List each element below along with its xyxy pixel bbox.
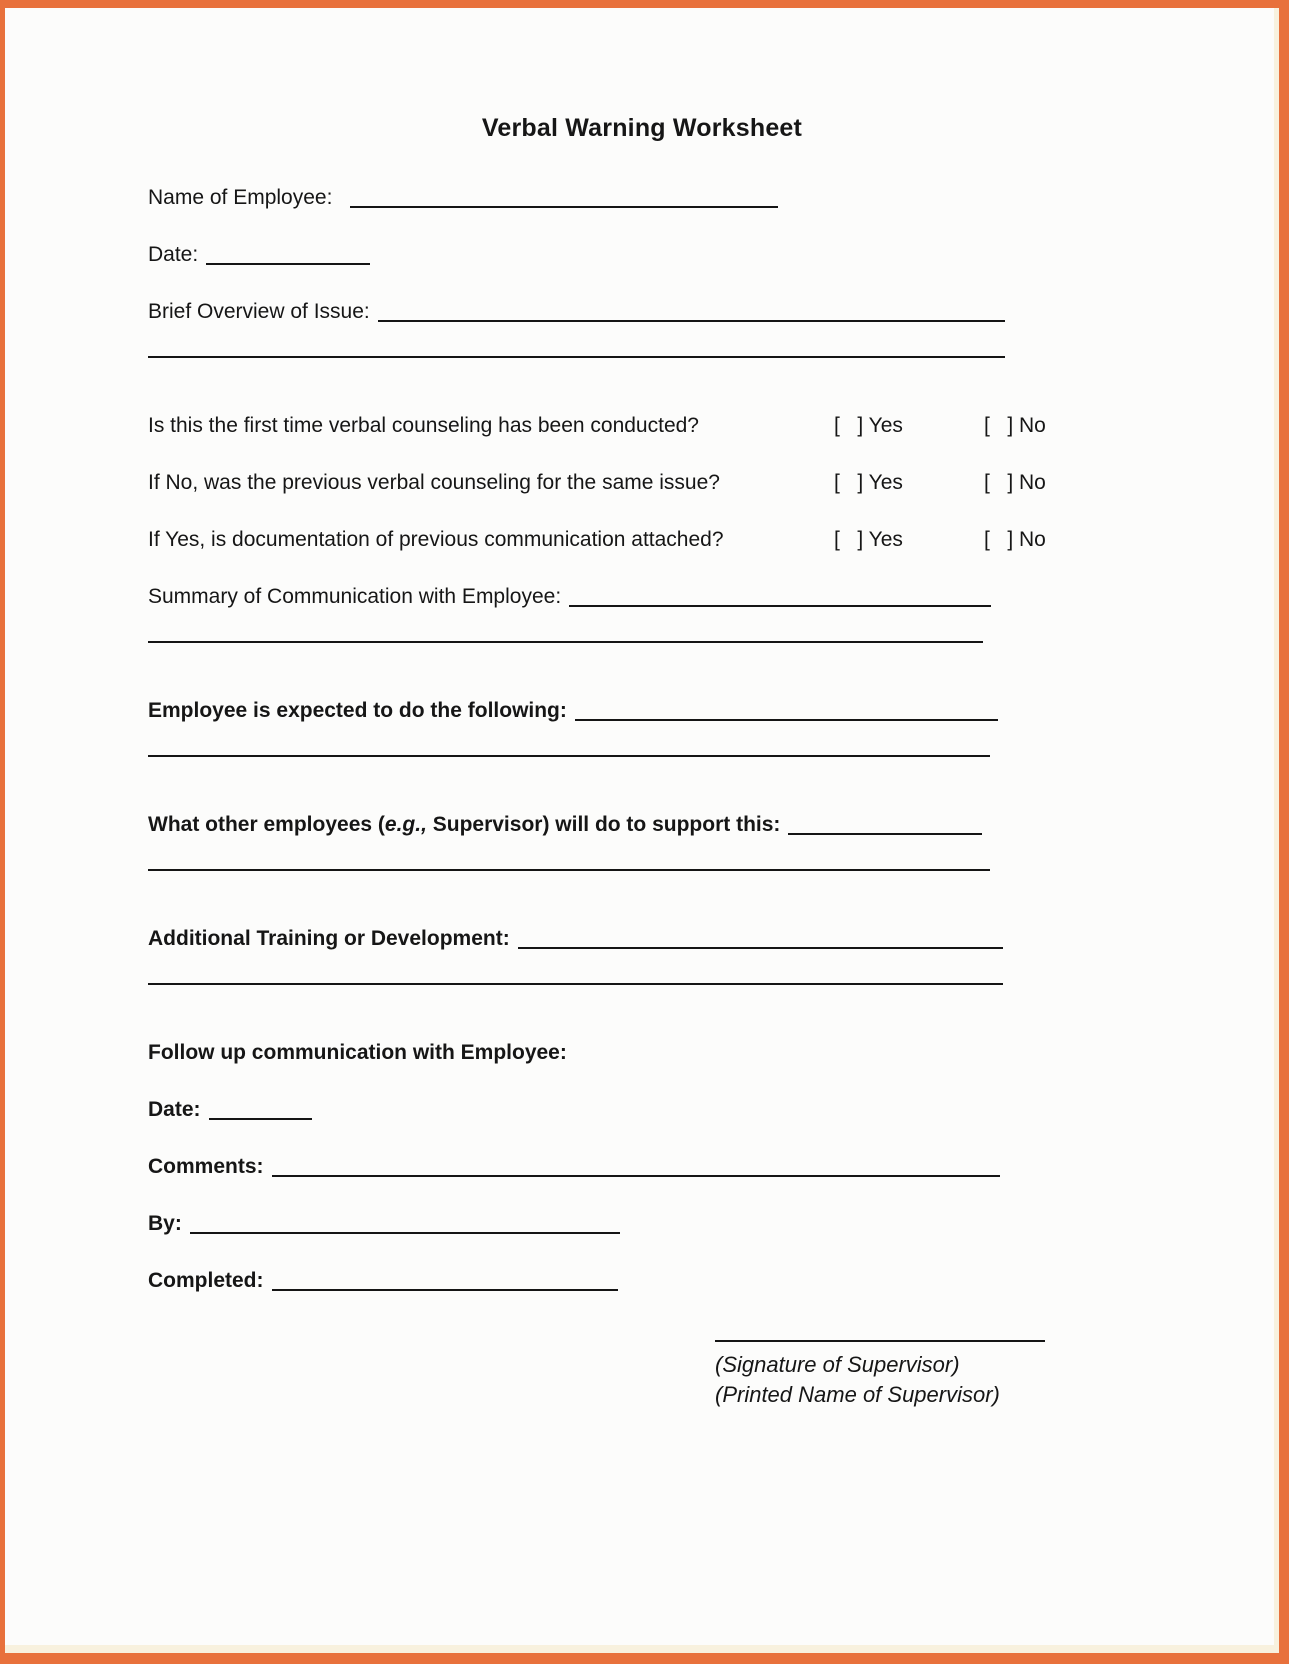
form-title: Verbal Warning Worksheet <box>481 114 803 142</box>
followup-heading-label: Follow up communication with Employee: <box>148 1041 567 1064</box>
training-continuation-line <box>148 983 1003 985</box>
brief-overview-field <box>148 299 1005 325</box>
signature-block <box>715 1340 1045 1410</box>
signature-line <box>715 1340 1045 1342</box>
question-text: Is this the first time verbal counseling has been conducted? <box>148 414 699 437</box>
form-body <box>148 185 1046 1410</box>
support-label-suffix: Supervisor) will do to support this: <box>426 813 781 836</box>
yes-checkbox: [ ] Yes <box>834 414 903 437</box>
support-label <box>148 812 780 838</box>
training-label: Additional Training or Development: <box>148 927 510 950</box>
name-of-employee-line <box>350 206 778 208</box>
support-line <box>788 833 982 835</box>
question-row <box>148 470 1046 496</box>
no-checkbox: [ ] No <box>984 414 1046 437</box>
by-line <box>190 1232 620 1234</box>
date-label: Date: <box>148 243 199 266</box>
support-field <box>148 812 982 838</box>
no-checkbox: [ ] No <box>984 528 1046 551</box>
comments-field <box>148 1154 1000 1180</box>
completed-line <box>272 1289 619 1291</box>
overview-continuation-line <box>148 356 1005 358</box>
expectations-line <box>575 719 998 721</box>
question-text: If No, was the previous verbal counseling for the same issue? <box>148 471 720 494</box>
summary-field <box>148 584 991 610</box>
yes-checkbox: [ ] Yes <box>834 528 903 551</box>
support-label-prefix: What other employees ( <box>148 813 385 836</box>
expectations-label: Employee is expected to do the following: <box>148 699 567 722</box>
summary-line <box>569 605 991 607</box>
signature-caption: (Signature of Supervisor) <box>715 1352 960 1377</box>
date-line <box>206 263 370 265</box>
question-row <box>148 527 1046 553</box>
by-label: By: <box>148 1212 182 1235</box>
expectations-continuation-line <box>148 755 990 757</box>
no-checkbox: [ ] No <box>984 471 1046 494</box>
completed-label: Completed: <box>148 1269 264 1292</box>
name-of-employee-label: Name of Employee: <box>148 186 333 209</box>
followup-date-label: Date: <box>148 1098 201 1121</box>
expectations-field <box>148 698 998 724</box>
training-field <box>148 926 1003 952</box>
by-field <box>148 1211 620 1237</box>
date-field <box>148 242 370 268</box>
completed-field <box>148 1268 618 1294</box>
name-of-employee-field <box>148 185 778 211</box>
followup-date-line <box>209 1118 312 1120</box>
printed-name-caption: (Printed Name of Supervisor) <box>715 1382 1000 1407</box>
training-line <box>518 947 1003 949</box>
question-text: If Yes, is documentation of previous communication attached? <box>148 528 724 551</box>
followup-heading <box>148 1040 1005 1066</box>
yes-checkbox: [ ] Yes <box>834 471 903 494</box>
followup-date-field <box>148 1097 312 1123</box>
support-continuation-line <box>148 869 990 871</box>
summary-label: Summary of Communication with Employee: <box>148 585 562 608</box>
question-row <box>148 413 1046 439</box>
summary-continuation-line <box>148 641 983 643</box>
brief-overview-line <box>378 320 1005 322</box>
support-label-eg: e.g., <box>384 813 427 836</box>
comments-line <box>272 1175 1000 1177</box>
comments-label: Comments: <box>148 1155 264 1178</box>
brief-overview-label: Brief Overview of Issue: <box>148 300 370 323</box>
